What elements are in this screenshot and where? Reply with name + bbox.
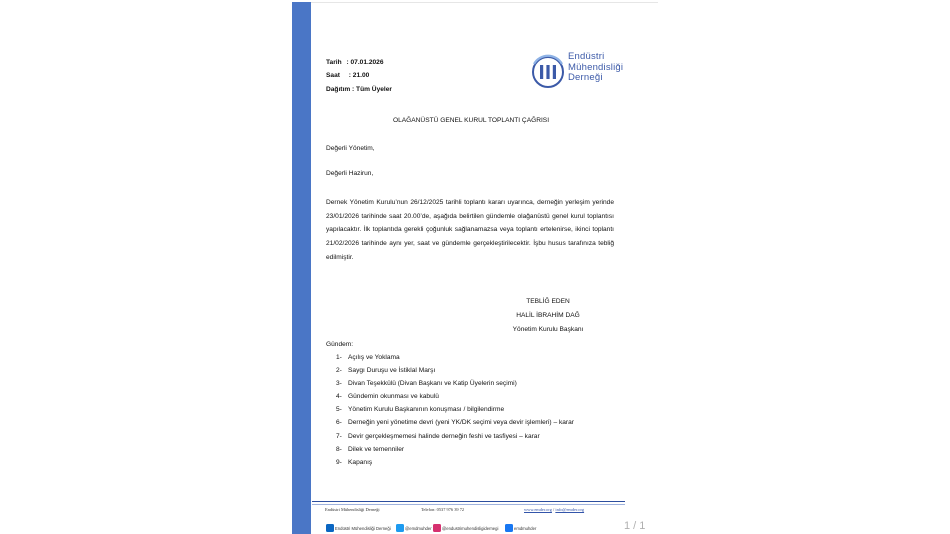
- signer-title: Yönetim Kurulu Başkanı: [512, 326, 584, 333]
- letter-body: Dernek Yönetim Kurulu’nun 26/12/2025 tarihli toplantı kararı uyarınca, derneğin yerleşim yerinde 23/01/2026 tarihinde saat 20.00’de, aşağıda belirtilen gündemle olağanüstü genel kurul toplantısı yapılacaktır. İlk toplantıda gerekli çoğunluk sağlanamazsa veya toplantı ertelenirse, ikinci toplantı 21/02/2026 tarihinde aynı yer, saat ve gündemle gerçekleştirilecektir. İşbu husus tarafınıza tebliğ edilmiştir.: [326, 199, 614, 261]
- item-text: Kapanış: [348, 458, 373, 466]
- logo-bar-1: [540, 65, 543, 79]
- distribution-line: [326, 86, 392, 93]
- logo-bar-3: [553, 65, 556, 79]
- distribution-label: Dağıtım: [326, 86, 351, 93]
- distribution-value: : Tüm Üyeler: [352, 86, 392, 93]
- list-item: [336, 433, 574, 446]
- instagram-icon: [433, 524, 441, 532]
- list-item: [336, 459, 574, 472]
- date-value: : 07.01.2026: [346, 59, 384, 66]
- linkedin-link[interactable]: [326, 524, 391, 532]
- item-number: 2-: [336, 367, 342, 375]
- email-link[interactable]: info@emder.org: [555, 507, 585, 512]
- item-number: 1-: [336, 354, 342, 361]
- item-text: Gündemin okunması ve kabulü: [348, 393, 439, 401]
- item-number: 6-: [336, 419, 342, 427]
- salutation-management: Değerli Yönetim,: [326, 145, 375, 152]
- footer-phone: Telefon: 0537 976 39 72: [421, 507, 465, 512]
- instagram-handle: @endustrimuhendisligidernegi: [442, 525, 499, 531]
- list-item: [336, 419, 574, 432]
- list-item: [336, 446, 574, 459]
- item-text: Divan Teşekkülü (Divan Başkanı ve Katip Üyelerin seçimi): [348, 380, 517, 388]
- list-item: [336, 367, 574, 380]
- logo-wordmark: [568, 52, 623, 84]
- item-number: 3-: [336, 380, 342, 388]
- logo-bar-2: [546, 65, 549, 79]
- twitter-link[interactable]: [396, 524, 432, 532]
- item-text: Açılış ve Yoklama: [348, 354, 400, 361]
- item-text: Devir gerçekleşmemesi halinde derneğin feshi ve tasfiyesi – karar: [348, 432, 540, 440]
- list-item: [336, 380, 574, 393]
- twitter-icon: [396, 524, 404, 532]
- time-value: : 21.00: [348, 72, 370, 79]
- list-item: [336, 406, 574, 419]
- website-link[interactable]: www.emder.org: [524, 507, 552, 512]
- item-text: Saygı Duruşu ve İstiklal Marşı: [348, 367, 436, 375]
- time-label: Saat: [326, 72, 340, 79]
- date-label: Tarih: [326, 59, 342, 66]
- linkedin-icon: [326, 524, 334, 532]
- logo-line-2: Mühendisliği: [568, 61, 624, 73]
- link-separator: /: [551, 507, 556, 512]
- footer-rule: [312, 501, 625, 502]
- top-rule: [311, 2, 658, 3]
- salutation-attendees: Değerli Hazirun,: [326, 170, 374, 177]
- footer-links: [524, 507, 584, 512]
- footer-rule-thin: [312, 504, 625, 505]
- item-number: 8-: [336, 445, 342, 453]
- page-indicator: 1 / 1: [624, 520, 646, 532]
- list-item: [336, 393, 574, 406]
- left-accent-bar: [292, 2, 311, 534]
- notifier-label: TEBLİĞ EDEN: [526, 298, 570, 305]
- footer-org: Endüstri Mühendisliği Derneği: [325, 507, 380, 512]
- item-number: 5-: [336, 406, 342, 414]
- item-text: Yönetim Kurulu Başkanının konuşması / bilgilendirme: [348, 406, 505, 414]
- facebook-icon: [505, 524, 513, 532]
- item-number: 7-: [336, 432, 342, 440]
- twitter-handle: @emdmuhder: [405, 525, 432, 531]
- linkedin-handle: Endüstri Mühendisliği Derneği: [335, 525, 391, 531]
- agenda-heading: Gündem:: [326, 341, 354, 348]
- agenda-list: [336, 354, 574, 472]
- item-text: Derneğin yeni yönetime devri (yeni YK/DK seçimi veya devir işlemleri) – karar: [348, 419, 574, 427]
- facebook-handle: emdmuhder: [514, 525, 537, 531]
- facebook-link[interactable]: [505, 524, 536, 532]
- letter-title: OLAĞANÜSTÜ GENEL KURUL TOPLANTI ÇAĞRISI: [392, 117, 550, 124]
- item-text: Dilek ve temenniler: [348, 445, 405, 453]
- logo-line-1: Endüstri: [568, 51, 605, 62]
- signer-name: HALİL İBRAHİM DAĞ: [516, 312, 580, 319]
- time-line: [326, 72, 369, 79]
- instagram-link[interactable]: [433, 524, 498, 532]
- logo-line-3: Derneği: [568, 72, 603, 83]
- date-line: [326, 59, 384, 66]
- list-item: [336, 354, 574, 367]
- item-number: 4-: [336, 393, 342, 401]
- item-number: 9-: [336, 458, 342, 466]
